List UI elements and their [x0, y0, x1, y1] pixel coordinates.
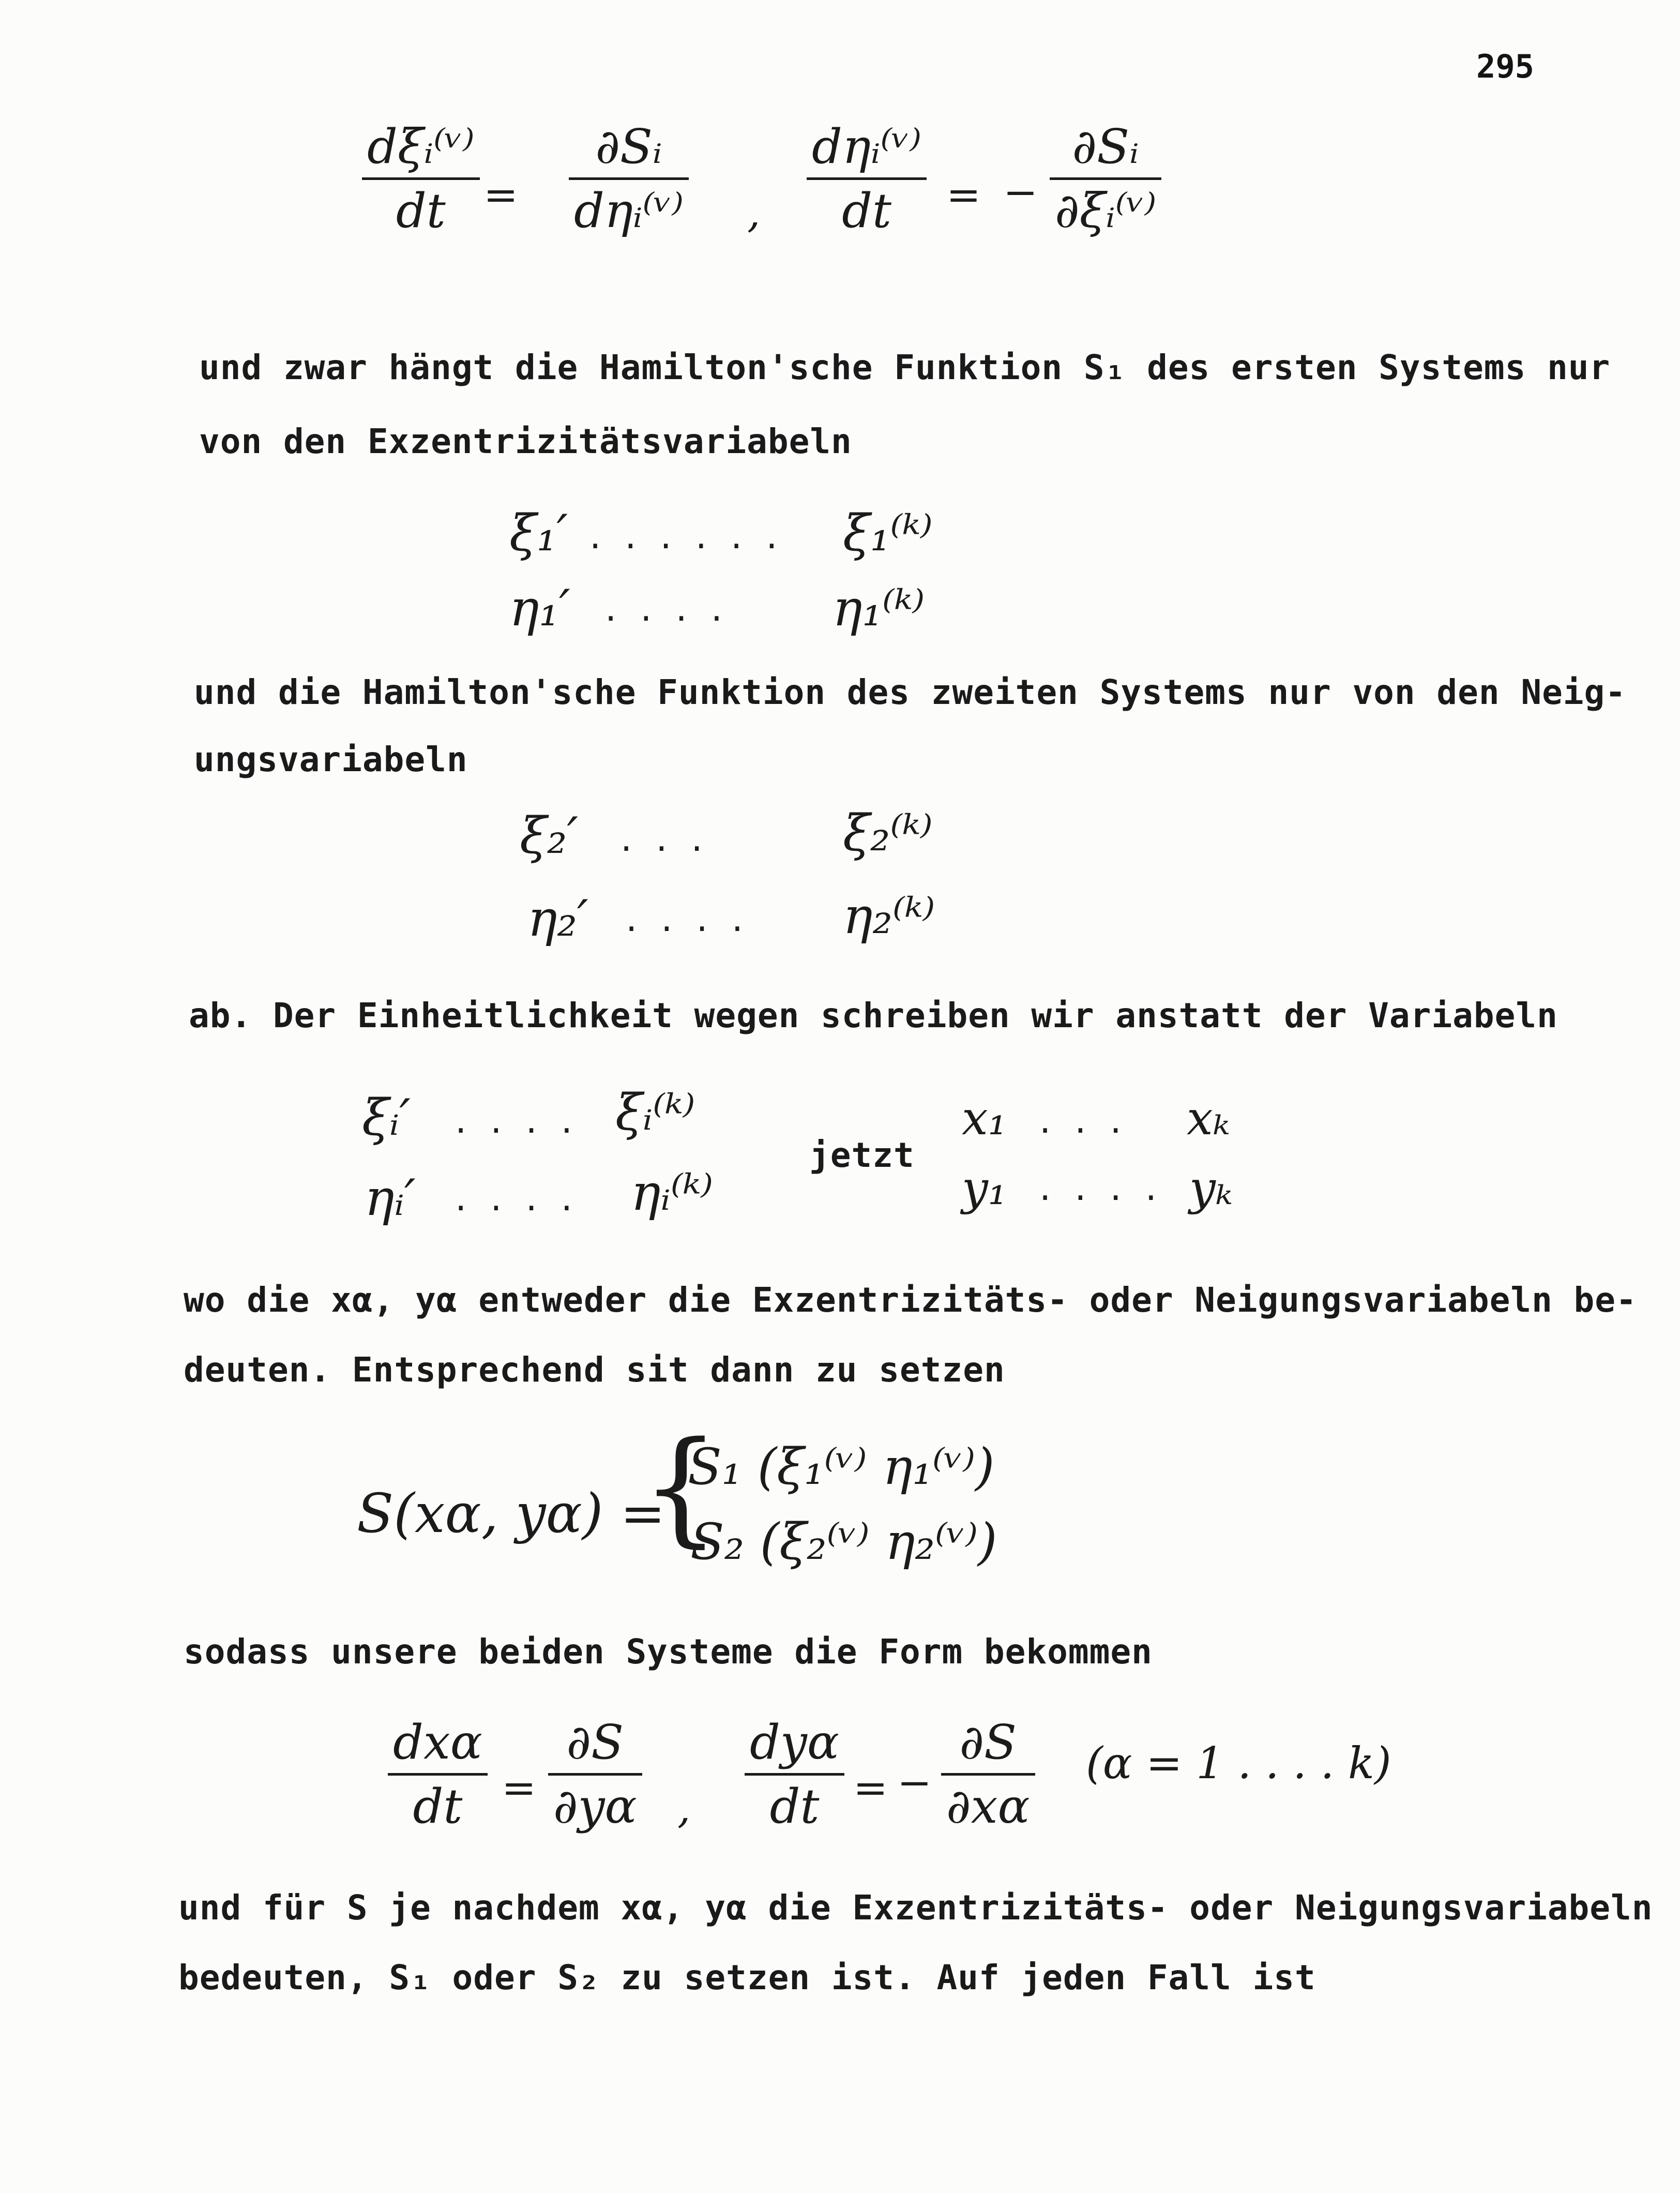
variable-first: ξᵢ′ — [362, 1089, 411, 1147]
variable-first: ξ₂′ — [520, 807, 579, 865]
case-first: S₁ (ξ₁⁽ᵛ⁾ η₁⁽ᵛ⁾) — [688, 1438, 995, 1496]
fraction-deta-dt — [807, 119, 927, 238]
text-line: und für S je nachdem xα, yα die Exzentrizitäts- oder Neigungsvariabeln — [178, 1888, 1653, 1928]
variable-y-last: yₖ — [1189, 1161, 1233, 1215]
fraction-numerator: dηᵢ⁽ᵛ⁾ — [812, 119, 921, 174]
fraction-numerator: dxα — [393, 1715, 482, 1770]
variable-first: ξ₁′ — [509, 504, 568, 562]
fraction-numerator: ∂S — [959, 1715, 1017, 1770]
variable-last: ξ₂⁽ᵏ⁾ — [843, 804, 933, 862]
text-line: ungsvariabeln — [194, 740, 468, 779]
text-line: deuten. Entsprechend sit dann zu setzen — [184, 1350, 1005, 1390]
equals-sign: = — [483, 171, 519, 219]
minus-sign: − — [1003, 168, 1038, 216]
text-line: sodass unsere beiden Systeme die Form bekommen — [184, 1632, 1153, 1672]
fraction-dS-deta — [569, 119, 689, 238]
fraction-denominator: ∂xα — [946, 1779, 1030, 1834]
text-line: und die Hamilton'sche Funktion des zweiten Systems nur von den Neig- — [194, 672, 1627, 712]
variable-first: ηᵢ′ — [365, 1169, 416, 1227]
fraction-dx-dt — [388, 1715, 488, 1834]
equals-sign: = — [946, 171, 981, 219]
fraction-numerator: dξᵢ⁽ᵛ⁾ — [367, 119, 475, 174]
fraction-denominator: dt — [396, 183, 446, 238]
ellipsis: ... — [620, 817, 727, 860]
ellipsis: .... — [455, 1177, 597, 1219]
comma: , — [747, 189, 761, 237]
variable-x-first: x₁ — [962, 1091, 1007, 1146]
word-jetzt: jetzt — [809, 1135, 915, 1175]
page-number: 295 — [1476, 48, 1534, 85]
fraction-dy-dt — [745, 1715, 844, 1834]
variable-x-last: xₖ — [1187, 1091, 1230, 1146]
fraction-denominator: ∂ξᵢ⁽ᵛ⁾ — [1055, 183, 1157, 238]
equals-sign: = — [853, 1764, 888, 1812]
variable-last: η₂⁽ᵏ⁾ — [843, 887, 935, 945]
variable-last: ξ₁⁽ᵏ⁾ — [843, 504, 933, 562]
text-line: von den Exzentrizitätsvariabeln — [199, 422, 852, 461]
fraction-dS-dxi — [1050, 119, 1161, 238]
minus-sign: − — [897, 1759, 932, 1807]
ellipsis: .... — [626, 897, 767, 940]
variable-last: ξᵢ⁽ᵏ⁾ — [615, 1084, 695, 1141]
text-line: wo die xα, yα entweder die Exzentrizitäts- oder Neigungsvariabeln be- — [184, 1280, 1637, 1320]
ellipsis: .... — [605, 587, 747, 629]
fraction-denominator: dηᵢ⁽ᵛ⁾ — [574, 183, 684, 238]
fraction-numerator: ∂S — [566, 1715, 624, 1770]
index-range: (α = 1 . . . . k) — [1086, 1738, 1391, 1789]
fraction-denominator: ∂yα — [553, 1779, 637, 1834]
fraction-denominator: dt — [769, 1779, 820, 1834]
variable-last: η₁⁽ᵏ⁾ — [833, 579, 925, 637]
case-second: S₂ (ξ₂⁽ᵛ⁾ η₂⁽ᵛ⁾) — [690, 1513, 997, 1571]
fraction-dS-dx — [941, 1715, 1035, 1834]
text-line: ab. Der Einheitlichkeit wegen schreiben wir anstatt der Variabeln — [189, 996, 1558, 1035]
ellipsis: ... — [1039, 1099, 1145, 1141]
text-line: bedeuten, S₁ oder S₂ zu setzen ist. Auf jeden Fall ist — [178, 1958, 1316, 1997]
fraction-dxi-dt — [362, 119, 480, 238]
cases-lhs: S(xα, yα) = — [357, 1482, 665, 1545]
fraction-dS-dy — [548, 1715, 642, 1834]
equals-sign: = — [502, 1764, 537, 1812]
ellipsis: .... — [455, 1099, 597, 1141]
fraction-numerator: ∂Sᵢ — [1072, 119, 1139, 174]
text-line: und zwar hängt die Hamilton'sche Funktion S₁ des ersten Systems nur — [199, 348, 1611, 387]
fraction-numerator: dyα — [750, 1715, 839, 1770]
variable-last: ηᵢ⁽ᵏ⁾ — [631, 1164, 713, 1222]
curly-brace: { — [641, 1415, 720, 1559]
variable-first: η₁′ — [509, 579, 570, 637]
ellipsis: .... — [1039, 1166, 1181, 1209]
variable-first: η₂′ — [527, 890, 588, 948]
fraction-denominator: dt — [413, 1779, 463, 1834]
variable-y-first: y₁ — [962, 1161, 1007, 1215]
fraction-numerator: ∂Sᵢ — [595, 119, 662, 174]
fraction-denominator: dt — [842, 183, 891, 238]
comma: , — [677, 1784, 691, 1832]
ellipsis: ...... — [589, 515, 801, 557]
